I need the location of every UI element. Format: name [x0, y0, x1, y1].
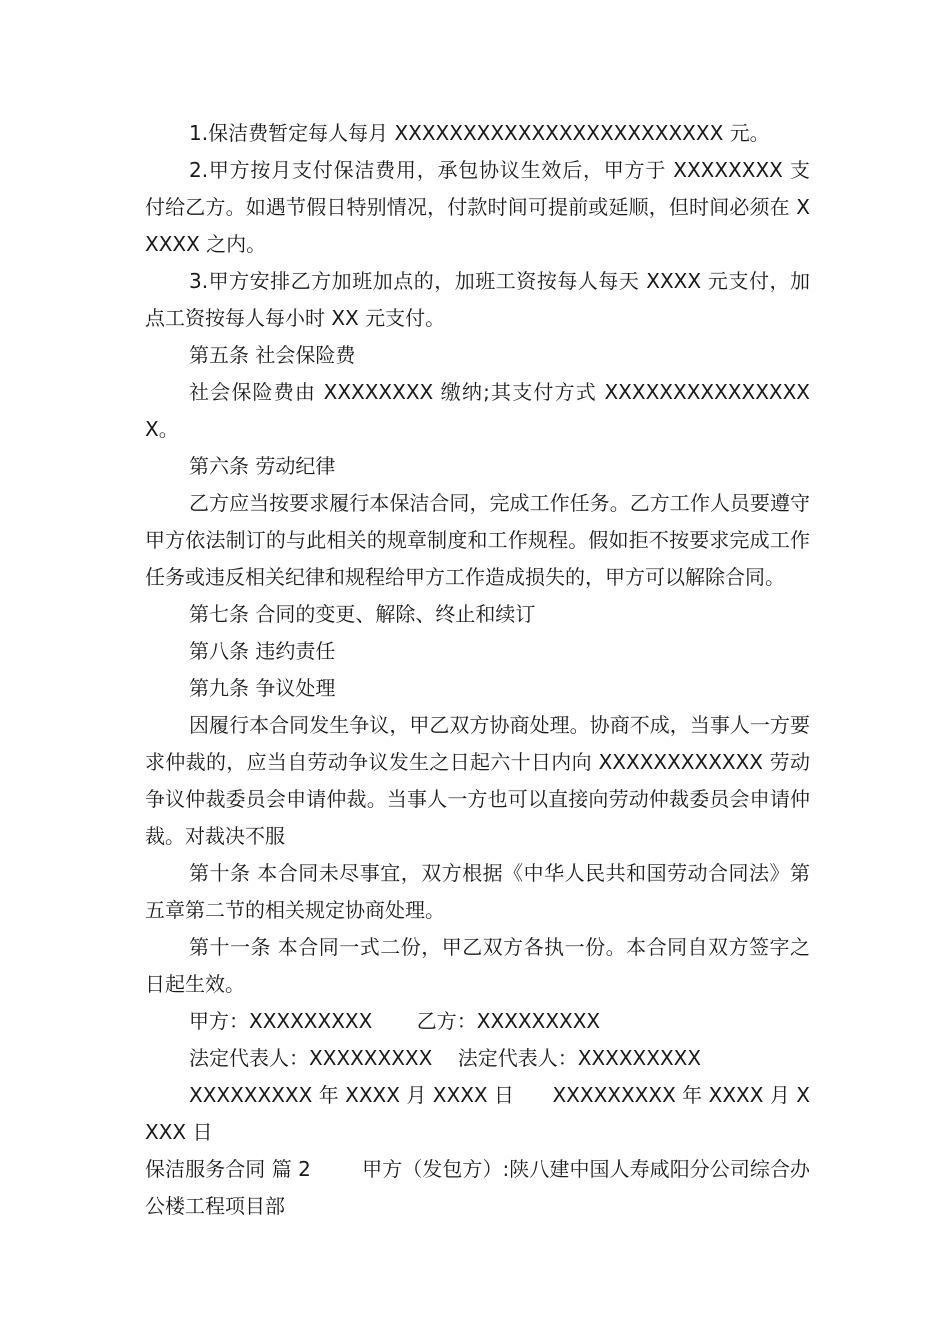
clause-payment-schedule: 2.甲方按月支付保洁费用，承包协议生效后，甲方于 XXXXXXXX 支付给乙方。如遇节假日特别情况，付款时间可提前或延顺，但时间必须在 XXXXX 之内。: [145, 158, 810, 256]
article-5-body: 社会保险费由 XXXXXXXX 缴纳;其支付方式 XXXXXXXXXXXXXXXX。: [145, 380, 810, 441]
article-8-heading: 第八条 违约责任: [189, 639, 336, 663]
clause-fee-rate: 1.保洁费暂定每人每月 XXXXXXXXXXXXXXXXXXXXXXXX 元。: [189, 121, 770, 145]
article-11: 第十一条 本合同一式二份，甲乙双方各执一份。本合同自双方签字之日起生效。: [145, 935, 810, 996]
signature-representatives: 法定代表人：XXXXXXXXX 法定代表人：XXXXXXXXX: [189, 1046, 702, 1070]
article-6-body: 乙方应当按要求履行本保洁合同，完成工作任务。乙方工作人员要遵守甲方依法制订的与此相关的规章制度和工作规程。假如拒不按要求完成工作任务或违反相关纪律和规程给甲方工作造成损失的，甲方可以解除合同。: [145, 491, 810, 589]
next-contract-header: 保洁服务合同 篇 2 甲方（发包方）:陕八建中国人寿咸阳分公司综合办公楼工程项目部: [145, 1157, 810, 1218]
document-body: [145, 115, 810, 1225]
signature-parties: 甲方：XXXXXXXXX 乙方：XXXXXXXXX: [189, 1009, 601, 1033]
article-5-heading: 第五条 社会保险费: [189, 343, 356, 367]
signature-dates: XXXXXXXXX 年 XXXX 月 XXXX 日 XXXXXXXXX 年 XXXX 月 XXXX 日: [145, 1083, 810, 1144]
article-10: 第十条 本合同未尽事宜，双方根据《中华人民共和国劳动合同法》第五章第二节的相关规定协商处理。: [145, 861, 810, 922]
article-6-heading: 第六条 劳动纪律: [189, 454, 336, 478]
article-9-body: 因履行本合同发生争议，甲乙双方协商处理。协商不成，当事人一方要求仲裁的，应当自劳动争议发生之日起六十日内向 XXXXXXXXXXXX 劳动争议仲裁委员会申请仲裁。当事人一方也可以直接向劳动仲裁委员会申请仲裁。对裁决不服: [145, 713, 810, 848]
article-7-heading: 第七条 合同的变更、解除、终止和续订: [189, 602, 536, 626]
clause-overtime-pay: 3.甲方安排乙方加班加点的，加班工资按每人每天 XXXX 元支付，加点工资按每人每小时 XX 元支付。: [145, 269, 810, 330]
article-9-heading: 第九条 争议处理: [189, 676, 336, 700]
